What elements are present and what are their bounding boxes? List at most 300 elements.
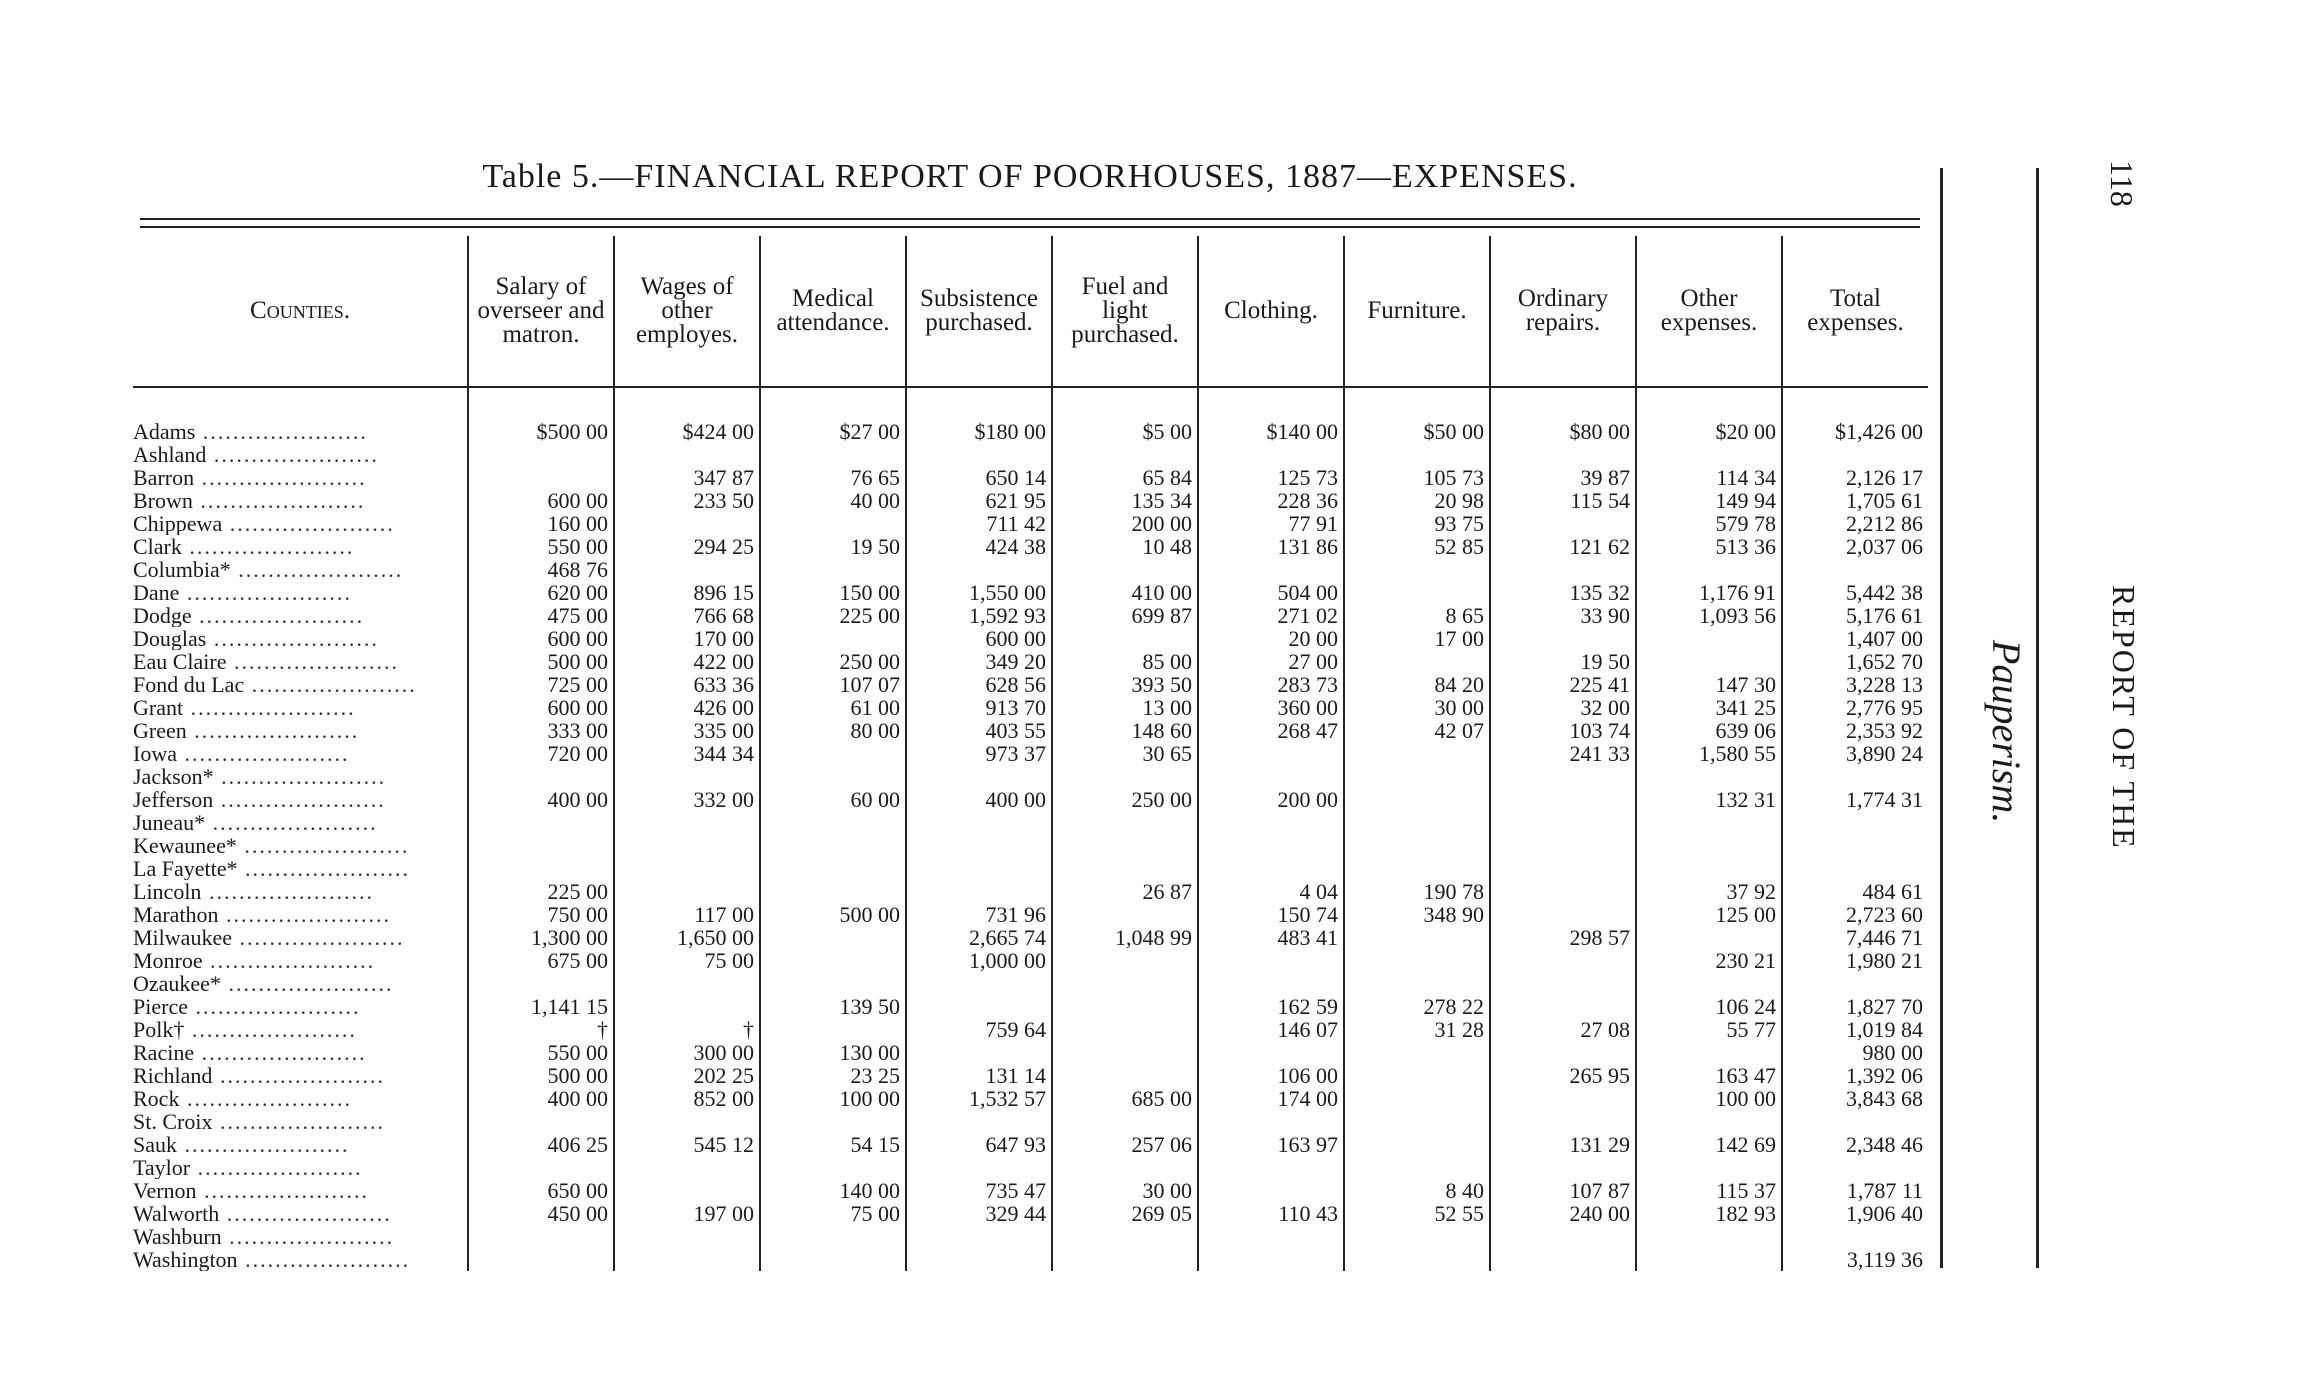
cell-clothing: 271 02 bbox=[1198, 604, 1344, 627]
leader-dots: ...................... bbox=[184, 1018, 357, 1041]
cell-medical: 61 00 bbox=[760, 696, 906, 719]
cell-salary: 400 00 bbox=[468, 788, 614, 811]
cell-medical: 130 00 bbox=[760, 1041, 906, 1064]
cell-total: 3,843 68 bbox=[1782, 1087, 1928, 1110]
cell-county: Sauk ...................... bbox=[133, 1133, 350, 1156]
col-header-medical: Medical attendance. bbox=[760, 236, 906, 387]
cell-total: 5,442 38 bbox=[1782, 581, 1928, 604]
cell-total: 5,176 61 bbox=[1782, 604, 1928, 627]
col-header-salary: Salary of overseer and matron. bbox=[468, 236, 614, 387]
cell-county: Ashland ...................... bbox=[133, 443, 379, 466]
cell-medical bbox=[760, 880, 906, 903]
cell-medical bbox=[760, 1225, 906, 1248]
cell-clothing: 483 41 bbox=[1198, 926, 1344, 949]
cell-other bbox=[1636, 1110, 1782, 1133]
cell-repairs bbox=[1490, 949, 1636, 972]
cell-fuel-light: 257 06 bbox=[1052, 1133, 1198, 1156]
cell-total bbox=[1782, 972, 1928, 995]
leader-dots: ...................... bbox=[177, 1133, 350, 1156]
cell-other bbox=[1636, 972, 1782, 995]
cell-clothing: 146 07 bbox=[1198, 1018, 1344, 1041]
leader-dots: ...................... bbox=[213, 788, 386, 811]
cell-medical bbox=[760, 857, 906, 880]
cell-medical bbox=[760, 811, 906, 834]
cell-fuel-light bbox=[1052, 995, 1198, 1018]
cell-wages bbox=[614, 880, 760, 903]
cell-furniture: 42 07 bbox=[1344, 719, 1490, 742]
cell-furniture bbox=[1344, 1087, 1490, 1110]
cell-clothing bbox=[1198, 857, 1344, 880]
cell-repairs: 240 00 bbox=[1490, 1202, 1636, 1225]
table-row bbox=[133, 1110, 1928, 1133]
cell-total: 2,348 46 bbox=[1782, 1133, 1928, 1156]
cell-county: Barron ...................... bbox=[133, 466, 367, 489]
cell-total: 2,776 95 bbox=[1782, 696, 1928, 719]
cell-other: 230 21 bbox=[1636, 949, 1782, 972]
cell-salary bbox=[468, 1110, 614, 1133]
leader-dots: ...................... bbox=[192, 489, 366, 512]
cell-furniture bbox=[1344, 972, 1490, 995]
cell-fuel-light bbox=[1052, 972, 1198, 995]
leader-dots: ...................... bbox=[219, 1202, 392, 1225]
cell-furniture: $50 00 bbox=[1344, 420, 1490, 443]
cell-furniture bbox=[1344, 857, 1490, 880]
cell-clothing bbox=[1198, 765, 1344, 788]
cell-subsistence: 650 14 bbox=[906, 466, 1052, 489]
col-header-wages: Wages of other employes. bbox=[614, 236, 760, 387]
cell-salary: 500 00 bbox=[468, 1064, 614, 1087]
cell-clothing: 174 00 bbox=[1198, 1087, 1344, 1110]
cell-clothing bbox=[1198, 558, 1344, 581]
cell-salary bbox=[468, 1248, 614, 1271]
cell-other: 1,093 56 bbox=[1636, 604, 1782, 627]
cell-salary bbox=[468, 1156, 614, 1179]
cell-county: St. Croix ...................... bbox=[133, 1110, 385, 1133]
leader-dots: ...................... bbox=[181, 535, 355, 558]
cell-salary bbox=[468, 857, 614, 880]
cell-repairs: 131 29 bbox=[1490, 1133, 1636, 1156]
cell-other: 341 25 bbox=[1636, 696, 1782, 719]
cell-fuel-light bbox=[1052, 1064, 1198, 1087]
cell-county: Walworth ...................... bbox=[133, 1202, 392, 1225]
cell-other bbox=[1636, 627, 1782, 650]
cell-county: Brown ...................... bbox=[133, 489, 366, 512]
cell-salary bbox=[468, 1225, 614, 1248]
cell-wages: 117 00 bbox=[614, 903, 760, 926]
cell-fuel-light: 699 87 bbox=[1052, 604, 1198, 627]
cell-repairs bbox=[1490, 443, 1636, 466]
cell-repairs bbox=[1490, 834, 1636, 857]
table-row bbox=[133, 1133, 1928, 1156]
table-row bbox=[133, 1179, 1928, 1202]
cell-total: 2,126 17 bbox=[1782, 466, 1928, 489]
cell-other: 100 00 bbox=[1636, 1087, 1782, 1110]
cell-wages: 422 00 bbox=[614, 650, 760, 673]
cell-fuel-light: 250 00 bbox=[1052, 788, 1198, 811]
cell-repairs: 32 00 bbox=[1490, 696, 1636, 719]
cell-wages: 75 00 bbox=[614, 949, 760, 972]
cell-repairs bbox=[1490, 558, 1636, 581]
cell-repairs: 115 54 bbox=[1490, 489, 1636, 512]
table-row bbox=[133, 1018, 1928, 1041]
cell-county: Monroe ...................... bbox=[133, 949, 376, 972]
cell-salary bbox=[468, 466, 614, 489]
table-row bbox=[133, 443, 1928, 466]
cell-subsistence: 400 00 bbox=[906, 788, 1052, 811]
cell-clothing: 200 00 bbox=[1198, 788, 1344, 811]
cell-subsistence bbox=[906, 857, 1052, 880]
col-header-other: Other expenses. bbox=[1636, 236, 1782, 387]
table-row bbox=[133, 788, 1928, 811]
cell-subsistence: 329 44 bbox=[906, 1202, 1052, 1225]
cell-medical: 19 50 bbox=[760, 535, 906, 558]
cell-furniture bbox=[1344, 1064, 1490, 1087]
cell-clothing bbox=[1198, 1156, 1344, 1179]
cell-clothing: 268 47 bbox=[1198, 719, 1344, 742]
cell-total: 2,723 60 bbox=[1782, 903, 1928, 926]
cell-county: Richland ...................... bbox=[133, 1064, 385, 1087]
cell-subsistence: 628 56 bbox=[906, 673, 1052, 696]
cell-clothing bbox=[1198, 1248, 1344, 1271]
cell-total bbox=[1782, 811, 1928, 834]
cell-furniture bbox=[1344, 558, 1490, 581]
cell-medical bbox=[760, 512, 906, 535]
cell-fuel-light: 410 00 bbox=[1052, 581, 1198, 604]
table-row bbox=[133, 512, 1928, 535]
cell-wages: 294 25 bbox=[614, 535, 760, 558]
cell-fuel-light bbox=[1052, 1110, 1198, 1133]
cell-other bbox=[1636, 926, 1782, 949]
cell-clothing: 162 59 bbox=[1198, 995, 1344, 1018]
cell-other: 1,580 55 bbox=[1636, 742, 1782, 765]
cell-furniture: 278 22 bbox=[1344, 995, 1490, 1018]
leader-dots: ...................... bbox=[190, 1156, 363, 1179]
cell-county: Ozaukee* ...................... bbox=[133, 972, 394, 995]
cell-wages: † bbox=[614, 1018, 760, 1041]
leader-dots: ...................... bbox=[226, 650, 399, 673]
cell-repairs bbox=[1490, 1087, 1636, 1110]
cell-subsistence: 711 42 bbox=[906, 512, 1052, 535]
cell-other: 163 47 bbox=[1636, 1064, 1782, 1087]
cell-furniture bbox=[1344, 765, 1490, 788]
cell-total: 1,827 70 bbox=[1782, 995, 1928, 1018]
cell-repairs: 103 74 bbox=[1490, 719, 1636, 742]
cell-medical: 75 00 bbox=[760, 1202, 906, 1225]
cell-salary: 620 00 bbox=[468, 581, 614, 604]
cell-furniture: 31 28 bbox=[1344, 1018, 1490, 1041]
cell-repairs bbox=[1490, 627, 1636, 650]
cell-furniture bbox=[1344, 650, 1490, 673]
table-row bbox=[133, 857, 1928, 880]
cell-county: Lincoln ...................... bbox=[133, 880, 374, 903]
cell-subsistence: 424 38 bbox=[906, 535, 1052, 558]
leader-dots: ...................... bbox=[186, 719, 360, 742]
cell-subsistence: 403 55 bbox=[906, 719, 1052, 742]
cell-fuel-light: 135 34 bbox=[1052, 489, 1198, 512]
cell-county: Washington ...................... bbox=[133, 1248, 411, 1271]
cell-medical: 139 50 bbox=[760, 995, 906, 1018]
leader-dots: ...................... bbox=[231, 926, 405, 949]
cell-salary: 468 76 bbox=[468, 558, 614, 581]
cell-furniture bbox=[1344, 1110, 1490, 1133]
cell-wages: 852 00 bbox=[614, 1087, 760, 1110]
header-spacer-row bbox=[133, 387, 1928, 420]
cell-fuel-light: 393 50 bbox=[1052, 673, 1198, 696]
cell-other: 147 30 bbox=[1636, 673, 1782, 696]
leader-dots: ...................... bbox=[201, 880, 374, 903]
leader-dots: ...................... bbox=[212, 1064, 385, 1087]
cell-repairs bbox=[1490, 972, 1636, 995]
cell-furniture bbox=[1344, 926, 1490, 949]
cell-subsistence bbox=[906, 834, 1052, 857]
leader-dots: ...................... bbox=[212, 1110, 385, 1133]
cell-county: Douglas ...................... bbox=[133, 627, 379, 650]
cell-furniture: 93 75 bbox=[1344, 512, 1490, 535]
leader-dots: ...................... bbox=[218, 903, 392, 926]
cell-subsistence: 1,532 57 bbox=[906, 1087, 1052, 1110]
cell-furniture: 348 90 bbox=[1344, 903, 1490, 926]
cell-county: Rock ...................... bbox=[133, 1087, 352, 1110]
cell-wages: 332 00 bbox=[614, 788, 760, 811]
cell-medical bbox=[760, 742, 906, 765]
col-header-counties: Counties. bbox=[133, 236, 468, 387]
table-row bbox=[133, 535, 1928, 558]
cell-wages bbox=[614, 765, 760, 788]
cell-county: Polk† ...................... bbox=[133, 1018, 357, 1041]
cell-repairs bbox=[1490, 903, 1636, 926]
cell-county: Marathon ...................... bbox=[133, 903, 392, 926]
cell-medical: 140 00 bbox=[760, 1179, 906, 1202]
cell-county: Fond du Lac ...................... bbox=[133, 673, 417, 696]
cell-other bbox=[1636, 1248, 1782, 1271]
cell-total: 1,407 00 bbox=[1782, 627, 1928, 650]
cell-salary: 475 00 bbox=[468, 604, 614, 627]
cell-clothing bbox=[1198, 972, 1344, 995]
cell-medical bbox=[760, 1248, 906, 1271]
cell-other: 114 34 bbox=[1636, 466, 1782, 489]
cell-total bbox=[1782, 1225, 1928, 1248]
cell-subsistence: 1,000 00 bbox=[906, 949, 1052, 972]
cell-medical bbox=[760, 1110, 906, 1133]
cell-repairs bbox=[1490, 788, 1636, 811]
cell-repairs bbox=[1490, 1248, 1636, 1271]
cell-repairs: 241 33 bbox=[1490, 742, 1636, 765]
cell-total: 1,705 61 bbox=[1782, 489, 1928, 512]
cell-total: 3,890 24 bbox=[1782, 742, 1928, 765]
cell-fuel-light: 148 60 bbox=[1052, 719, 1198, 742]
cell-fuel-light bbox=[1052, 558, 1198, 581]
cell-clothing: $140 00 bbox=[1198, 420, 1344, 443]
cell-county: Kewaunee* ...................... bbox=[133, 834, 410, 857]
cell-wages bbox=[614, 1179, 760, 1202]
cell-total: 2,037 06 bbox=[1782, 535, 1928, 558]
cell-subsistence: 349 20 bbox=[906, 650, 1052, 673]
cell-furniture: 17 00 bbox=[1344, 627, 1490, 650]
table-row bbox=[133, 1225, 1928, 1248]
cell-other bbox=[1636, 857, 1782, 880]
leader-dots: ...................... bbox=[221, 1225, 395, 1248]
cell-total: 1,392 06 bbox=[1782, 1064, 1928, 1087]
cell-salary: 725 00 bbox=[468, 673, 614, 696]
cell-fuel-light bbox=[1052, 1041, 1198, 1064]
cell-medical bbox=[760, 972, 906, 995]
leader-dots: ...................... bbox=[194, 466, 367, 489]
cell-salary: 160 00 bbox=[468, 512, 614, 535]
cell-total: $1,426 00 bbox=[1782, 420, 1928, 443]
cell-subsistence bbox=[906, 1225, 1052, 1248]
cell-fuel-light bbox=[1052, 443, 1198, 466]
cell-medical bbox=[760, 834, 906, 857]
cell-medical: 80 00 bbox=[760, 719, 906, 742]
table-row bbox=[133, 581, 1928, 604]
cell-clothing bbox=[1198, 949, 1344, 972]
cell-county: Vernon ...................... bbox=[133, 1179, 370, 1202]
cell-other bbox=[1636, 834, 1782, 857]
cell-other: 639 06 bbox=[1636, 719, 1782, 742]
cell-wages: 1,650 00 bbox=[614, 926, 760, 949]
cell-salary: $500 00 bbox=[468, 420, 614, 443]
cell-medical bbox=[760, 765, 906, 788]
cell-salary: 600 00 bbox=[468, 696, 614, 719]
cell-county: Jackson* ...................... bbox=[133, 765, 387, 788]
cell-total bbox=[1782, 1156, 1928, 1179]
table-row bbox=[133, 811, 1928, 834]
cell-repairs bbox=[1490, 811, 1636, 834]
cell-subsistence bbox=[906, 1248, 1052, 1271]
table-row bbox=[133, 995, 1928, 1018]
cell-salary: † bbox=[468, 1018, 614, 1041]
cell-county: Racine ...................... bbox=[133, 1041, 367, 1064]
cell-medical: 500 00 bbox=[760, 903, 906, 926]
cell-county: Milwaukee ...................... bbox=[133, 926, 405, 949]
cell-salary bbox=[468, 972, 614, 995]
cell-repairs: 27 08 bbox=[1490, 1018, 1636, 1041]
col-header-clothing: Clothing. bbox=[1198, 236, 1344, 387]
cell-clothing: 150 74 bbox=[1198, 903, 1344, 926]
cell-repairs: 19 50 bbox=[1490, 650, 1636, 673]
leader-dots: ...................... bbox=[183, 696, 356, 719]
cell-other: 579 78 bbox=[1636, 512, 1782, 535]
cell-wages: 170 00 bbox=[614, 627, 760, 650]
page-edge-rule bbox=[2036, 168, 2039, 1268]
cell-clothing: 504 00 bbox=[1198, 581, 1344, 604]
section-title: Pauperism. bbox=[1984, 640, 2029, 824]
table-row bbox=[133, 880, 1928, 903]
col-header-fuel-light: Fuel and light purchased. bbox=[1052, 236, 1198, 387]
cell-medical bbox=[760, 1156, 906, 1179]
cell-furniture bbox=[1344, 1225, 1490, 1248]
cell-fuel-light bbox=[1052, 1018, 1198, 1041]
cell-repairs: 298 57 bbox=[1490, 926, 1636, 949]
cell-repairs bbox=[1490, 1110, 1636, 1133]
cell-clothing: 228 36 bbox=[1198, 489, 1344, 512]
cell-repairs: 135 32 bbox=[1490, 581, 1636, 604]
cell-total: 1,980 21 bbox=[1782, 949, 1928, 972]
cell-wages: 633 36 bbox=[614, 673, 760, 696]
page-number: 118 bbox=[2104, 160, 2140, 207]
leader-dots: ...................... bbox=[196, 1179, 370, 1202]
cell-subsistence bbox=[906, 995, 1052, 1018]
cell-wages: 766 68 bbox=[614, 604, 760, 627]
cell-fuel-light bbox=[1052, 857, 1198, 880]
cell-fuel-light bbox=[1052, 1225, 1198, 1248]
cell-repairs: 225 41 bbox=[1490, 673, 1636, 696]
cell-total: 1,019 84 bbox=[1782, 1018, 1928, 1041]
cell-other: 37 92 bbox=[1636, 880, 1782, 903]
table-row bbox=[133, 627, 1928, 650]
cell-furniture: 52 55 bbox=[1344, 1202, 1490, 1225]
cell-clothing: 283 73 bbox=[1198, 673, 1344, 696]
table-row bbox=[133, 926, 1928, 949]
cell-furniture: 84 20 bbox=[1344, 673, 1490, 696]
table-row bbox=[133, 489, 1928, 512]
cell-subsistence bbox=[906, 972, 1052, 995]
leader-dots: ...................... bbox=[176, 742, 350, 765]
cell-fuel-light: 269 05 bbox=[1052, 1202, 1198, 1225]
cell-wages: 545 12 bbox=[614, 1133, 760, 1156]
cell-subsistence: 731 96 bbox=[906, 903, 1052, 926]
cell-furniture bbox=[1344, 834, 1490, 857]
cell-total: 1,906 40 bbox=[1782, 1202, 1928, 1225]
leader-dots: ...................... bbox=[202, 949, 376, 972]
cell-furniture bbox=[1344, 1248, 1490, 1271]
title-rule-top bbox=[140, 218, 1920, 220]
cell-clothing: 4 04 bbox=[1198, 880, 1344, 903]
cell-fuel-light bbox=[1052, 903, 1198, 926]
cell-wages bbox=[614, 834, 760, 857]
cell-fuel-light bbox=[1052, 627, 1198, 650]
cell-fuel-light: 30 00 bbox=[1052, 1179, 1198, 1202]
cell-salary bbox=[468, 811, 614, 834]
running-head: REPORT OF THE bbox=[2106, 585, 2142, 850]
cell-clothing: 125 73 bbox=[1198, 466, 1344, 489]
cell-medical: 150 00 bbox=[760, 581, 906, 604]
table-row bbox=[133, 673, 1928, 696]
table-right-rule bbox=[1940, 168, 1943, 1268]
cell-other: 125 00 bbox=[1636, 903, 1782, 926]
cell-clothing: 106 00 bbox=[1198, 1064, 1344, 1087]
cell-county: Dane ...................... bbox=[133, 581, 352, 604]
cell-repairs: $80 00 bbox=[1490, 420, 1636, 443]
cell-other: 182 93 bbox=[1636, 1202, 1782, 1225]
cell-repairs: 121 62 bbox=[1490, 535, 1636, 558]
cell-wages bbox=[614, 811, 760, 834]
cell-furniture: 30 00 bbox=[1344, 696, 1490, 719]
leader-dots: ...................... bbox=[237, 857, 410, 880]
cell-total: 980 00 bbox=[1782, 1041, 1928, 1064]
col-header-subsistence: Subsistence purchased. bbox=[906, 236, 1052, 387]
leader-dots: ...................... bbox=[213, 765, 387, 788]
leader-dots: ...................... bbox=[220, 972, 394, 995]
cell-county: Juneau* ...................... bbox=[133, 811, 378, 834]
cell-county: Adams ...................... bbox=[133, 420, 368, 443]
cell-fuel-light bbox=[1052, 1156, 1198, 1179]
cell-total: 3,119 36 bbox=[1782, 1248, 1928, 1271]
cell-county: Grant ...................... bbox=[133, 696, 356, 719]
table-title: Table 5.—FINANCIAL REPORT OF POORHOUSES, 1887—EXPENSES. bbox=[482, 158, 1578, 195]
cell-clothing bbox=[1198, 1041, 1344, 1064]
cell-clothing: 163 97 bbox=[1198, 1133, 1344, 1156]
cell-wages: 426 00 bbox=[614, 696, 760, 719]
cell-furniture bbox=[1344, 1041, 1490, 1064]
cell-medical bbox=[760, 949, 906, 972]
cell-medical bbox=[760, 926, 906, 949]
leader-dots: ...................... bbox=[237, 1248, 411, 1271]
cell-clothing: 27 00 bbox=[1198, 650, 1344, 673]
cell-fuel-light: 10 48 bbox=[1052, 535, 1198, 558]
cell-wages bbox=[614, 1156, 760, 1179]
cell-county: Chippewa ...................... bbox=[133, 512, 395, 535]
